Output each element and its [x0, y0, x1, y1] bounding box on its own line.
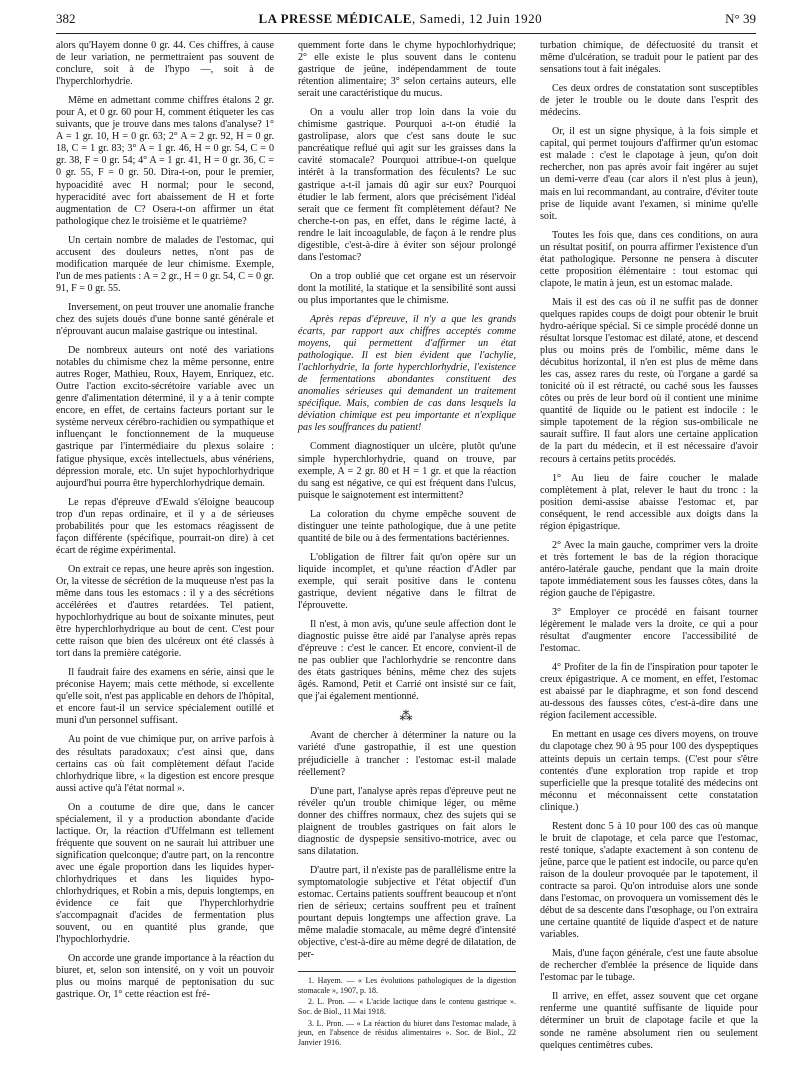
- paragraph: Or, il est un signe physique, à la fois simple et capital, qui permet toujours d'affirmer qu'un estomac est malade : c'est le clapotage à jeun, qu'on doit rechercher, non pas après avoir fait ingérer au sujet un demi-verre d'eau (car alors il n'est plus à jeun), mais en lui recommandant, au contraire, d'éviter toute prise de liquide avant l'examen, si minime qu'elle soit.: [540, 126, 758, 222]
- paragraph: Mais, d'une façon générale, c'est une faute absolue de rechercher d'emblée la présence de liquide dans l'estomac par le tubage.: [540, 948, 758, 984]
- paragraph: Avant de chercher à déterminer la nature ou la variété d'une gastropathie, il est une question préjudicielle à trancher : l'estomac est-il malade réellement?: [298, 730, 516, 778]
- paragraph: Ces deux ordres de constatation sont susceptibles de jeter le trouble ou le doute dans l'esprit des médecins.: [540, 83, 758, 119]
- paragraph: D'autre part, il n'existe pas de parallélisme entre la symptomatologie subjective et l'état objectif d'un estomac. Certains patients souffrent beaucoup et n'ont rien de sérieux; certains souffrent peu et traînent pourtant depuis longtemps une affection grave. La même maladie stomacale, au même degré d'intensité objective, c'est-à-dire au même degré de dilatation, de per-: [298, 864, 516, 961]
- page-header: [56, 11, 756, 34]
- paragraph: Il n'est, à mon avis, qu'une seule affection dont le diagnostic puisse être aidé par l'analyse après repas d'épreuve : c'est le cancer. Et encore, convient-il de ne pas oublier que l'achlorhydrie se rencontre dans des états gastriques bénins, même chez des sujets âgés. Ramond, Petit et Carrié ont insisté sur ce fait, que j'ai également mentionné.: [298, 619, 516, 703]
- page-number: 382: [56, 11, 76, 26]
- journal-title: LA PRESSE MÉDICALE: [258, 11, 412, 26]
- column-2: [298, 40, 516, 1049]
- paragraph: De nombreux auteurs ont noté des variations notables du chimisme chez la même personne, entre autres Roger, Mathieu, Roux, Hayem, Enriquez, etc. Outre l'action excito-sécrétoire variable avec un genre d'alimentation déterminé, il y a à tenir compte encore, en effet, de certains facteurs portant sur le système nerveux cérébro-rachidien ou sympathique et influençant le fonctionnement de la muqueuse gastrique par l'intermédiaire du plexus solaire : fatigue physique, excès intellectuels, abus vénériens, dépression morale, etc. Un sujet hypochlorhydrique aujourd'hui pourra être hyperchlorhydrique demain.: [56, 345, 274, 489]
- paragraph: Après repas d'épreuve, il n'y a que les grands écarts, par rapport aux chiffres acceptés comme moyens, qui permettent d'affirmer un état pathologique. Il est bien évident que l'achylie, l'achlorhydrie, la forte hyperchlorhydrie, l'existence de fermentations abondantes constituent des anomalies sérieuses qui demandent un traitement spécifique. Mais, combien de cas dans lesquels la déviation chimique est peu importante et n'explique pas les souffrances du patient!: [298, 313, 516, 434]
- paragraph: Même en admettant comme chiffres étalons 2 gr. pour A, et 0 gr. 60 pour H, comment étiqueter les cas suivants, que je trouve dans mes talons d'analyse? 1° A = 1 gr. 10, H = 0 gr. 63; 2° A = 2 gr. 92, H = 0 gr. 18, C = 1 gr. 83; 3° A = 1 gr. 46, H = 0 gr. 54, C = 0 gr. 38, F = 0 gr. 54; 4° A = 1 gr. 41, H = 0 gr. 36, C = 0 gr. 55, F = 0 gr. 50. Dira-t-on, pour le premier, hypoacidité avec H normal; pour le second, hyperacidité avec fort abaissement de H et forte augmentation de C? Osera-t-on affirmer un état pathologique chez le troisième et le quatrième?: [56, 95, 274, 227]
- issue-date: Samedi, 12 Juin 1920: [419, 11, 543, 26]
- paragraph: Le repas d'épreuve d'Ewald s'éloigne beaucoup trop d'un repas ordinaire, et il y a de sérieuses probabilités pour que les estomacs réagissent de façon différente (spécifique, pourrait-on dire) à cet écart de régime expérimental.: [56, 496, 274, 556]
- footnote: 2. L. Pron. — « L'acide lactique dans le contenu gastrique ». Soc. de Biol., 11 Mai 1918.: [298, 997, 516, 1017]
- paragraph: Inversement, on peut trouver une anomalie franche chez des sujets doués d'une bonne santé générale et n'éprouvant aucun malaise gastrique ou intestinal.: [56, 301, 274, 338]
- paragraph: Il arrive, en effet, assez souvent que cet organe renferme une quantité suffisante de liquide pour déterminer un bruit de clapotage facile et que la sonde ne ramène absolument rien ou seulement quelques centimètres cubes.: [540, 991, 758, 1051]
- paragraph: On accorde une grande importance à la réaction du biuret, et, selon son intensité, on y voit un pouvoir plus ou moins marqué de peptonisation du suc gastrique. Or, 1° cette réaction est fré-: [56, 953, 274, 1001]
- section-separator: ⁂: [399, 708, 415, 724]
- paragraph: quemment forte dans le chyme hypochlorhydrique; 2° elle existe le plus souvent dans le contenu gastrique de jeûne, indépendamment de toute rétention alimentaire; 3° selon certains auteurs, elle serait une caractéristique du mucus.: [298, 40, 516, 100]
- paragraph: Un certain nombre de malades de l'estomac, qui accusent des douleurs nettes, n'ont pas de modification marquée de leur chimisme. Exemple, l'un de mes patients : A = 2 gr., H = 0 gr. 54, C = 0 gr. 91, F = 0 gr. 55.: [56, 234, 274, 294]
- paragraph: 4° Profiter de la fin de l'inspiration pour tapoter le creux épigastrique. A ce moment, en effet, l'estomac est abaissé par le diaphragme, et son fond descend au-dessous des fausses côtes, c'est-à-dire dans une région facilement accessible.: [540, 662, 758, 722]
- paragraph: 1° Au lieu de faire coucher le malade complètement à plat, relever le haut du tronc : la position demi-assise abaisse l'estomac et, par conséquent, le rend accessible aux doigts dans la région épigastrique.: [540, 472, 758, 532]
- paragraph: Toutes les fois que, dans ces conditions, on aura un résultat positif, on pourra affirmer l'existence d'un état pathologique. Personne ne pensera à discuter cette proposition élémentaire : tout estomac qui clapote, le matin à jeun, est un estomac malade.: [540, 229, 758, 289]
- paragraph: D'une part, l'analyse après repas d'épreuve peut ne révéler qu'un trouble chimique léger, ou même donner des chiffres normaux, chez des sujets qui se plaignent de troubles gastriques on fait alors le diagnostic de dyspepsie sensitivo-motrice, avec ou sans dilatation.: [298, 785, 516, 857]
- paragraph: On a coutume de dire que, dans le cancer spécialement, il y a production abondante d'acide lactique. Or, la réaction d'Uffelmann est tellement fréquente que souvent on ne saurait lui attribuer une signification quelconque; d'autre part, on la rencontre avec une égale proportion dans les liquides hyper-chlorhydriques et dans les liquides hypo-chlorhydriques, et Robin a mis, depuis longtemps, en évidence ce fait que l'hyperchlorhydrie s'accompagnait d'acides de fermentation plus souvent, ou en quantité plus grande, que l'hypochlorhydrie.: [56, 801, 274, 946]
- paragraph: 3° Employer ce procédé en faisant tourner légèrement le malade vers la droite, ce qui a pour résultat d'augmenter encore l'accessibilité de l'estomac.: [540, 607, 758, 655]
- paragraph: La coloration du chyme empêche souvent de distinguer une teinte pathologique, due à une petite quantité de bile ou à des fermentations bactériennes.: [298, 508, 516, 544]
- paragraph: Comment diagnostiquer un ulcère, plutôt qu'une simple hyperchlorhydrie, quand on trouve, par exemple, A = 2 gr. 80 et H = 1 gr. et que la réaction du sang est négative, ce qui est fréquent dans l'ulcus, puisque le saignotement est intermittent?: [298, 441, 516, 501]
- paragraph: Au point de vue chimique pur, on arrive parfois à des résultats paradoxaux; c'est ainsi que, dans certains cas où fait complètement défaut l'acide chlorhydrique libre, « la digestion est encore presque aussi active qu'à l'état normal ».: [56, 734, 274, 794]
- paragraph: turbation chimique, de défectuosité du transit et même d'ulcération, se traduit pour le patient par des sensations tout à fait inégales.: [540, 40, 758, 76]
- footnotes: [298, 971, 516, 1047]
- paragraph: En mettant en usage ces divers moyens, on trouve du clapotage chez 90 à 95 pour 100 des dyspeptiques atteints depuis un certain temps. (C'est pour s'être contentés d'une exploration trop rapide et trop superficielle que la presque totalité des médecins ont méconnu et méconnaissent cette constatation clinique.): [540, 729, 758, 813]
- footnote: 1. Hayem. — « Les évolutions pathologiques de la digestion stomacale », 1907, p. 18.: [298, 976, 516, 995]
- paragraph: Restent donc 5 à 10 pour 100 des cas où manque le bruit de clapotage, et cela parce que l'estomac, resté tonique, s'adapte exactement à son contenu de jeûne, parce que le patient est indocile, ou parce qu'en raison de la douleur provoquée par le tapotement, il contracte sa paroi. Qu'on introduise alors une sonde dans l'estomac, on provoquera un vomissement dès le début de sa descente dans l'œsophage, ou l'on extraira une certaine quantité de liquide d'aspect et de nature variables.: [540, 820, 758, 941]
- paragraph: On a trop oublié que cet organe est un réservoir dont la motilité, la statique et la sensibilité sont aussi ou plus importantes que le chimisme.: [298, 270, 516, 306]
- paragraph: Mais il est des cas où il ne suffit pas de donner quelques rapides coups de doigt pour obtenir le bruit hydro-aérique spécial. Si ce simple procédé donne un résultat lorsque l'estomac est dilaté, atone, et descend plus ou moins près de l'ombilic, même dans le décubitus horizontal, il n'en est plus de même dans les cas, assez rares du reste, où l'organe a gardé sa tonicité où il est rétracté, ou caché sous les fausses côtes ou près de leur bord où il contient une minime quantité de liquide ou le patient est indocile : le simple tapotement de la région sus-ombilicale ne saurait suffire. Il faut alors une certaine application de la part du médecin, et il est nécessaire d'avoir recours à certains petits procédés.: [540, 296, 758, 465]
- masthead: LA PRESSE MÉDICALE, Samedi, 12 Juin 1920: [258, 11, 543, 26]
- column-1: [56, 40, 274, 1008]
- paragraph: 2° Avec la main gauche, comprimer vers la droite et très fortement le bas de la région thoracique antéro-latérale gauche, pendant que la main droite tapote immédiatement sous les fausses côtes, dans la région gauche de l'épigastre.: [540, 539, 758, 599]
- paragraph: L'obligation de filtrer fait qu'on opère sur un liquide incomplet, et qu'une réaction d'Adler par exemple, qui serait positive dans le contenu gastrique, devient négative dans le filtrat de l'éprouvette.: [298, 551, 516, 612]
- issue-number: N° 39: [725, 11, 756, 26]
- paragraph: On a voulu aller trop loin dans la voie du chimisme gastrique. Pourquoi a-t-on étudié la gastrolipase, alors que c'est sans doute le suc pancréatique reflué qui agit sur les graisses dans la cavité stomacale? Pourquoi attribue-t-on quelque intérêt à la transformation des féculents? Le suc gastrique a-t-il jamais dû agir sur eux? Pourquoi étudier le lab ferment, alors que précisément l'idéal serait que ce ferment fît complètement défaut? Ne cherche-t-on pas, en effet, dans le régime lacté, à rendre le lait incoagulable, de façon à le rendre plus digestible, c'est-à-dire à éviter son séjour prolongé dans l'estomac?: [298, 107, 516, 263]
- paragraph: alors qu'Hayem donne 0 gr. 44. Ces chiffres, à cause de leur variation, ne permettraient pas souvent de conclure, soit à de l'hypo —, soit à de l'hyperchlorhydrie.: [56, 40, 274, 88]
- footnote: 3. L. Pron. — « La réaction du biuret dans l'estomac malade, à jeun, en l'absence de résidus alimentaires ». Soc. de Biol., 22 Janvier 1916.: [298, 1018, 516, 1047]
- column-3: [540, 40, 758, 1059]
- paragraph: Il faudrait faire des examens en série, ainsi que le préconise Hayem; mais cette méthode, si excellente qu'elle soit, n'est pas applicable en dehors de l'hôpital, et encore faut-il un service spécialement outillé et muni d'un personnel suffisant.: [56, 667, 274, 727]
- paragraph: On extrait ce repas, une heure après son ingestion. Or, la vitesse de sécrétion de la muqueuse n'est pas la même dans tous les estomacs : il y a des sécrétions accélérées et d'autres retardées. Tel patient, hypochlorhydrique au bout de soixante minutes, peut être hyperchlorhydrique au bout de cent. C'est pour cette raison que bien des ulcéreux ont été classés à tort dans la première catégorie.: [56, 563, 274, 660]
